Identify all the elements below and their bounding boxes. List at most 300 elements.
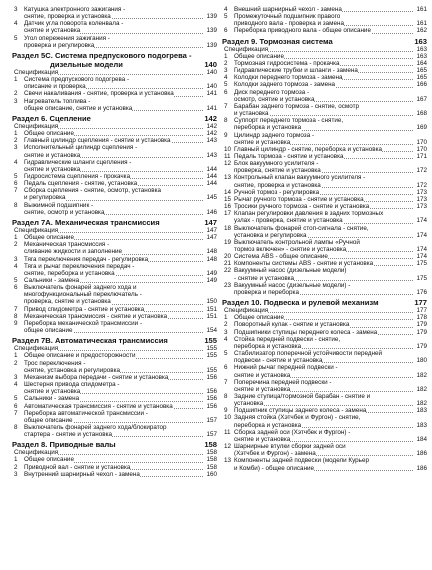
toc-column-right [222, 6, 427, 472]
page-number: 183 [416, 421, 427, 429]
page-number: 146 [206, 208, 217, 216]
section-heading [222, 37, 427, 46]
page-number: 143 [206, 151, 217, 159]
entry-title: Переборка приводного вала - общее описание [234, 27, 371, 35]
entry-title: снятие, осмотр и установка [24, 208, 105, 216]
page-number: 172 [416, 181, 427, 189]
entry-title: Педаль тормоза - снятие и установка [234, 152, 344, 160]
page-number: 179 [416, 328, 427, 336]
entry-number: 8 [14, 201, 18, 209]
entry-title: Трос переключения - [24, 359, 86, 367]
entry-title: Датчик угла поворота коленвала - [24, 20, 124, 28]
entry-title: снятие, проверка и установка [234, 181, 321, 189]
toc-entry [222, 336, 427, 343]
entry-number: 21 [224, 260, 232, 268]
section-heading [12, 60, 217, 69]
page-number: 178 [416, 314, 427, 322]
entry-number: 1 [224, 314, 228, 322]
entry-title: Клапан регулировки давления в задних тормозных [234, 210, 384, 218]
entry-title: снятие и установка [24, 27, 81, 35]
page-number: 142 [204, 113, 217, 123]
entry-number: 4 [14, 381, 18, 389]
entry-title: снятие и установка [234, 385, 291, 393]
entry-number: 9 [224, 407, 228, 415]
entry-title: общее описание [24, 416, 73, 424]
entry-number: 7 [14, 187, 18, 195]
toc-entry [12, 98, 217, 105]
entry-title: Поворотный кулак - снятие и установка [234, 321, 350, 329]
entry-title: переборка и установка [234, 342, 302, 350]
page-number: 174 [416, 246, 427, 253]
entry-number: 18 [224, 224, 232, 232]
entry-title: Выключатель фонарей заднего хода/блокиратор [24, 423, 167, 431]
toc-column-left [12, 6, 217, 478]
entry-number: 2 [14, 90, 18, 98]
section-heading [12, 218, 217, 227]
entry-number: 7 [14, 409, 18, 417]
entry-title: Колодки заднего тормоза - замена [234, 81, 336, 89]
entry-title: Механическая трансмиссия - снятие и установка [24, 312, 168, 320]
toc-entry [12, 395, 217, 402]
entry-number: 1 [14, 234, 18, 242]
entry-title: Раздел 7В. Автоматическая трансмиссия [12, 336, 168, 346]
entry-title: Спецификация [14, 68, 59, 76]
entry-title: Шестерня привода спидометра - [24, 381, 120, 389]
entry-title: Гидравлические трубки и шланги - замена [234, 67, 358, 75]
entry-title: снятие и установка [24, 388, 81, 396]
toc-entry [12, 256, 217, 263]
toc-entry [12, 464, 217, 471]
page-number: 155 [206, 352, 217, 360]
toc-entry [12, 298, 217, 305]
entry-number: 3 [14, 144, 18, 152]
entry-title: (Хэтчбек и Фургон) - замена [234, 450, 316, 458]
page-number: 168 [416, 110, 427, 118]
entry-title: Раздел 9. Тормозная система [222, 36, 333, 46]
page-number: 142 [206, 122, 217, 130]
toc-entry [12, 374, 217, 381]
toc-entry [12, 209, 217, 216]
toc-entry [222, 132, 427, 139]
toc-entry [12, 417, 217, 424]
toc-entry [222, 174, 427, 181]
entry-title: Общее описание [24, 130, 74, 138]
toc-entry [12, 471, 217, 478]
page-number: 156 [206, 373, 217, 381]
entry-title: сливание жидкости и заполнение [24, 248, 122, 256]
entry-number: 22 [224, 267, 232, 275]
entry-title: снятие, переборка и установка [24, 269, 115, 277]
toc-entry [12, 159, 217, 166]
entry-number: 6 [14, 284, 18, 292]
entry-title: переборка и установка [234, 124, 302, 132]
entry-number: 6 [224, 88, 228, 96]
toc-entry [222, 124, 427, 131]
entry-number: 2 [224, 321, 228, 329]
toc-entry [222, 225, 427, 232]
entry-title: Стабилизатор поперечной устойчивости передней [234, 350, 383, 358]
entry-title: Шарнирные втулки сборки задней оси [234, 443, 346, 451]
toc-entry [12, 263, 217, 270]
toc-entry [222, 27, 427, 34]
page-number: 172 [416, 167, 427, 175]
page-number: 167 [416, 95, 427, 103]
page-number: 164 [416, 59, 427, 67]
entry-title: и установка [234, 110, 269, 118]
entry-title: Сальники - замена [24, 395, 80, 403]
page-number: 157 [206, 431, 217, 439]
toc-spec-entry [222, 46, 427, 53]
entry-title: Подшипники ступицы переднего колеса - замена [234, 328, 378, 336]
entry-number: 2 [224, 59, 228, 67]
entry-number: 10 [224, 145, 232, 153]
entry-title: снятие и установка [234, 138, 291, 146]
entry-number: 6 [224, 27, 228, 35]
entry-number: 8 [14, 423, 18, 431]
entry-title: тормоз включен» - снятие и установка [234, 246, 347, 253]
toc-entry [12, 35, 217, 42]
entry-number: 11 [224, 152, 231, 160]
entry-title: Спецификация [224, 45, 269, 53]
entry-title: осмотр, снятие и установка [234, 95, 315, 103]
page-number: 141 [206, 90, 217, 98]
entry-title: Ручной тормоз - регулировка [234, 188, 320, 196]
entry-number: 5 [224, 81, 228, 89]
entry-title: Спецификация [14, 226, 59, 234]
toc-entry [222, 217, 427, 224]
entry-number: 20 [224, 253, 232, 261]
section-heading [12, 336, 217, 345]
toc-entry [12, 352, 217, 359]
entry-number: 17 [224, 210, 232, 218]
toc-entry [12, 327, 217, 334]
entry-title: проверка, снятие и установка [234, 167, 321, 175]
entry-title: Подшипник ступицы заднего колеса - замена [234, 407, 367, 415]
entry-title: Механическая трансмиссия - [24, 241, 110, 249]
entry-title: Нагреватель топлива - [24, 97, 91, 105]
page-number: 157 [206, 416, 217, 424]
toc-entry [222, 422, 427, 429]
entry-title: проверка, снятие и установка [24, 298, 111, 306]
toc-entry [222, 81, 427, 88]
entry-number: 2 [14, 359, 18, 367]
page-number: 144 [206, 172, 217, 180]
entry-title: Выжимной подшипник - [24, 201, 94, 209]
entry-title: общее описание, снятие и установка [24, 104, 133, 112]
entry-number: 5 [14, 395, 18, 403]
entry-title: снятие и установка [24, 151, 81, 159]
page-number: 175 [416, 260, 427, 268]
page-number: 139 [206, 13, 217, 21]
entry-title: Промежуточный подшипник правого [234, 13, 341, 21]
entry-title: Общее описание [24, 234, 74, 242]
entry-title: и регулировка [24, 194, 66, 202]
page-number: 163 [414, 36, 427, 46]
entry-title: приводного вала - проверка и замена [234, 20, 344, 28]
entry-title: Спецификация [14, 449, 59, 457]
toc-entry [222, 457, 427, 464]
page-number: 177 [414, 298, 427, 308]
page-number: 165 [416, 74, 427, 82]
entry-title: проверка и переборка [234, 288, 299, 296]
entry-title: Система ABS - общее описание [234, 253, 328, 261]
entry-title: Выключатель фонарей заднего хода и [24, 284, 137, 292]
page-number: 174 [416, 217, 427, 225]
toc-spec-entry [12, 227, 217, 234]
page-number: 156 [206, 395, 217, 403]
page-number: 154 [206, 327, 217, 335]
entry-title: снятие, проверка и установка [24, 13, 111, 21]
toc-entry [222, 89, 427, 96]
toc-entry [12, 42, 217, 49]
toc-entry [222, 53, 427, 60]
page-number: 175 [416, 274, 427, 282]
page-number: 158 [204, 440, 217, 450]
entry-title: Гидравлические шланги сцепления - [24, 158, 132, 166]
page-number: 143 [206, 137, 217, 145]
toc-entry [222, 343, 427, 350]
page-number: 156 [206, 388, 217, 396]
entry-title: Главный цилиндр - снятие, переборка и установка [234, 145, 382, 153]
entry-title: Гидросистема сцепления - прокачка [24, 172, 131, 180]
entry-number: 5 [14, 172, 18, 180]
entry-number: 13 [224, 457, 232, 465]
entry-number: 7 [224, 378, 228, 386]
toc-entry [222, 182, 427, 189]
toc-entry [222, 429, 427, 436]
page-number: 139 [206, 41, 217, 49]
entry-title: Общее описание и предосторожности [24, 352, 136, 360]
entry-title: Нижний рычаг передней подвески - [234, 364, 338, 372]
entry-title: Переборка автоматической трансмиссии - [24, 409, 148, 417]
entry-title: Раздел 6. Сцепление [12, 113, 91, 123]
entry-title: Контрольный клапан вакуумного усилителя - [234, 174, 366, 182]
toc-entry [12, 105, 217, 112]
toc-entry [12, 306, 217, 313]
page-number: 170 [416, 138, 427, 146]
entry-title: Выключатель контрольной лампы «Ручной [234, 238, 360, 246]
entry-title: проверка и регулировка [24, 41, 95, 49]
page-number: 161 [416, 6, 427, 13]
entry-number: 8 [224, 117, 228, 125]
page-number: 158 [206, 456, 217, 464]
entry-title: Тяга и рычаг переключения передач - [24, 262, 135, 270]
entry-title: общее описание [24, 327, 73, 335]
entry-number: 12 [224, 443, 232, 451]
toc-entry [12, 90, 217, 97]
entry-title: Сборка сцепления - снятие, осмотр, установка [24, 187, 162, 195]
page-number: 165 [416, 67, 427, 75]
entry-title: Свечи накаливания - снятие, проверка и установка [24, 90, 174, 98]
page-number: 180 [416, 357, 427, 365]
toc-entry [222, 329, 427, 336]
entry-number: 16 [224, 203, 232, 211]
entry-title: Катушка электронного зажигания - [24, 6, 126, 13]
entry-title: Тормозная гидросистема - прокачка [234, 59, 340, 67]
page-number: 150 [206, 298, 217, 306]
page-number: 144 [206, 180, 217, 188]
entry-title: переборка и установка [234, 421, 302, 429]
entry-title: описание и проверка [24, 83, 86, 91]
page-number: 163 [416, 45, 427, 53]
entry-number: 4 [14, 262, 18, 270]
toc-entry [12, 360, 217, 367]
toc-entry [222, 239, 427, 246]
entry-title: Раздел 8. Приводные валы [12, 440, 116, 450]
entry-title: Общее описание [24, 456, 74, 464]
entry-number: 9 [224, 131, 228, 139]
entry-number: 5 [224, 350, 228, 358]
entry-number: 4 [14, 20, 18, 28]
page-number: 142 [206, 130, 217, 138]
page-number: 144 [206, 165, 217, 173]
entry-title: Блок вакуумного усилителя - [234, 160, 319, 168]
toc-entry [222, 372, 427, 379]
page-number: 182 [416, 371, 427, 379]
page-number: 186 [416, 464, 427, 472]
toc-entry [222, 414, 427, 421]
entry-title: Вакуумный насос (дизельные модели) - [234, 281, 351, 289]
entry-number: 6 [224, 364, 228, 372]
entry-title: Спецификация [224, 307, 269, 315]
page-number: 140 [206, 68, 217, 76]
entry-number: 4 [224, 6, 228, 13]
entry-title: Механизм выбора передачи - снятие и установка [24, 373, 169, 381]
entry-number: 3 [14, 470, 18, 478]
entry-title: Спецификация [14, 122, 59, 130]
entry-title: стартера - снятие и установка [24, 431, 112, 439]
page-number: 177 [416, 307, 427, 315]
section-heading [12, 114, 217, 123]
entry-number: 2 [14, 463, 18, 471]
toc-entry [222, 364, 427, 371]
entry-number: 2 [14, 137, 18, 145]
entry-number: 2 [14, 241, 18, 249]
toc-entry [12, 367, 217, 374]
toc-entry [12, 403, 217, 410]
entry-number: 8 [14, 312, 18, 320]
toc-entry [222, 379, 427, 386]
entry-title: Сборка задней оси (Хэтчбек и Фургон) - [234, 428, 351, 436]
entry-title: Общее описание [234, 52, 284, 60]
toc-entry [12, 144, 217, 151]
page-number: 140 [206, 83, 217, 91]
entry-number: 3 [14, 373, 18, 381]
toc-entry [12, 194, 217, 201]
entry-title: Барабан заднего тормоза - снятие, осмотр [234, 102, 360, 110]
entry-number: 3 [224, 328, 228, 336]
entry-title: многофункциональный переключатель - [24, 291, 142, 299]
page-number: 151 [206, 305, 217, 313]
entry-title: Педаль сцепления - снятие, установка [24, 180, 138, 188]
entry-title: узлах - проверка, снятие и установка [234, 217, 343, 225]
page-number: 173 [416, 188, 427, 196]
entry-title: и Комби) - общее описание [234, 464, 315, 472]
entry-title: Задняя стойка (Хэтчбек и Фургон) - снятие, [234, 414, 361, 422]
toc-entry [12, 152, 217, 159]
toc-entry [222, 267, 427, 274]
entry-title: Спецификация [14, 345, 59, 353]
toc-entry [222, 282, 427, 289]
entry-title: дизельные модели [50, 59, 123, 69]
page-number: 163 [416, 52, 427, 60]
entry-title: Сальники - замена [24, 277, 80, 284]
toc-entry [12, 248, 217, 255]
entry-title: Диск переднего тормоза - [234, 88, 310, 96]
page-number: 149 [206, 269, 217, 277]
entry-number: 7 [224, 102, 228, 110]
entry-title: Раздел 7А. Механическая трансмиссия [12, 217, 160, 227]
toc-entry [222, 139, 427, 146]
entry-number: 3 [14, 6, 18, 13]
entry-number: 11 [224, 428, 231, 436]
toc-entry [12, 456, 217, 463]
page-number: 179 [416, 342, 427, 350]
entry-number: 9 [14, 319, 18, 327]
entry-number: 1 [14, 130, 18, 138]
toc-entry [222, 103, 427, 110]
page-number: 174 [416, 253, 427, 261]
entry-title: снятие и установка [234, 435, 291, 443]
entry-title: Переборка механической трансмиссии - [24, 319, 143, 327]
page-number: 155 [206, 366, 217, 374]
page-number: 145 [206, 194, 217, 202]
page-number: 179 [416, 321, 427, 329]
page-number: 182 [416, 400, 427, 408]
page-number: 186 [416, 450, 427, 458]
entry-number: 13 [224, 174, 232, 182]
entry-title: установка [234, 400, 264, 408]
page-number: 155 [206, 345, 217, 353]
entry-title: снятие, установка и регулировка [24, 366, 120, 374]
page-number: 158 [206, 463, 217, 471]
entry-title: Раздел 10. Подвеска и рулевой механизм [222, 298, 379, 308]
page-number: 148 [206, 255, 217, 263]
toc-entry [12, 166, 217, 173]
entry-title: Суппорт переднего тормоза - снятие, [234, 117, 344, 125]
entry-number: 5 [14, 277, 18, 284]
toc-entry [12, 313, 217, 320]
page-number: 182 [416, 385, 427, 393]
page-number: 151 [206, 312, 217, 320]
entry-title: Общее описание [234, 314, 284, 322]
entry-title: Рычаг ручного тормоза - снятие и установка [234, 195, 364, 203]
toc-entry [222, 321, 427, 328]
toc-entry [12, 431, 217, 438]
entry-number: 10 [224, 414, 232, 422]
entry-number: 3 [14, 255, 18, 263]
toc-entry [222, 275, 427, 282]
page-number: 173 [416, 203, 427, 211]
entry-number: 6 [14, 180, 18, 188]
entry-title: Автоматическая трансмиссия - снятие и установка [24, 402, 173, 410]
entry-title: Стойка передней подвески - снятие, [234, 335, 341, 343]
page-number: 166 [416, 81, 427, 89]
entry-number: 8 [224, 392, 228, 400]
toc-entry [222, 436, 427, 443]
entry-number: 6 [14, 402, 18, 410]
page-number: 169 [416, 124, 427, 132]
entry-title: Вакуумный насос (дизельные модели) [234, 267, 347, 275]
page-number: 173 [416, 195, 427, 203]
entry-title: Тросики ручного тормоза - снятие и установка [234, 203, 370, 211]
entry-title: снятие и установка [234, 371, 291, 379]
entry-title: Компоненты задней подвески (модели Курьер [234, 457, 369, 465]
section-heading [12, 440, 217, 449]
page-number: 162 [416, 27, 427, 35]
toc-entry [222, 96, 427, 103]
entry-title: Главный цилиндр сцепления - снятие и установка [24, 137, 171, 145]
